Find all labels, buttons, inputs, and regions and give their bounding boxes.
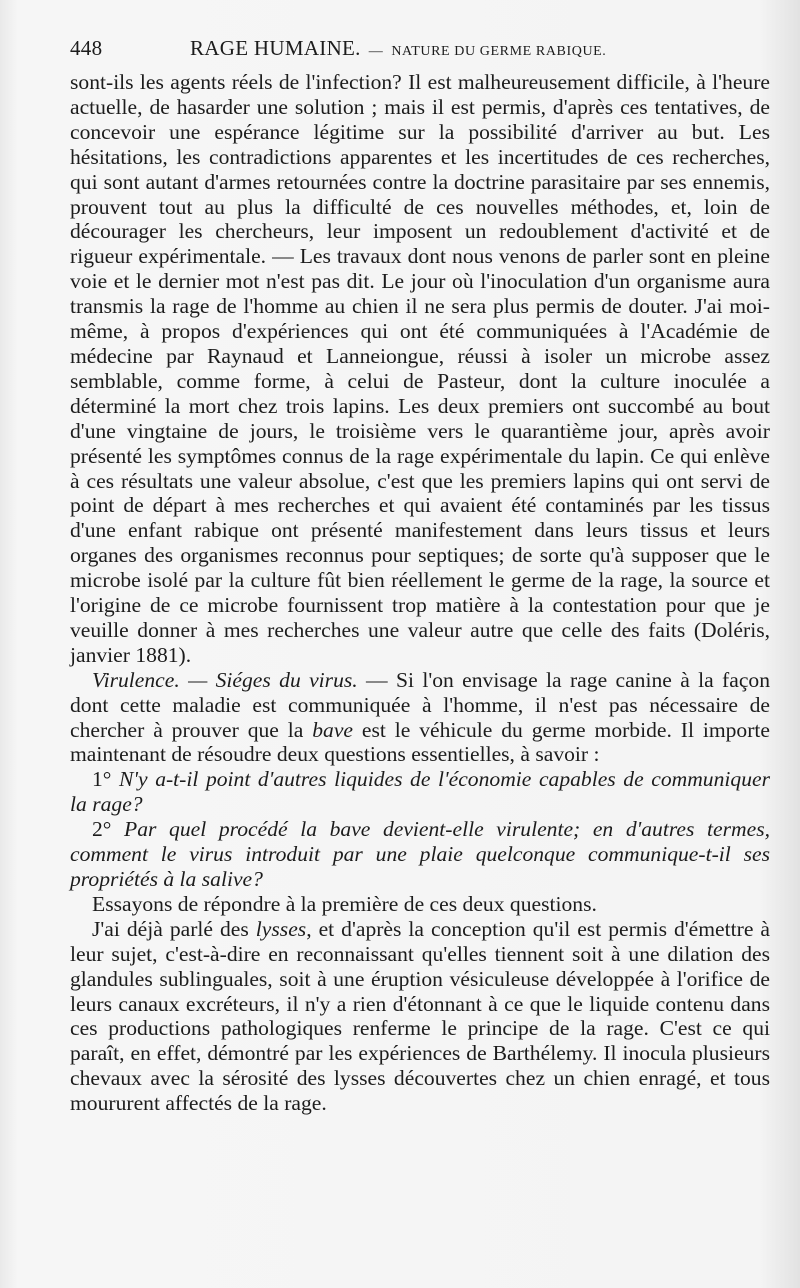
virulence-text-a: — Si l'on envisage la rage canine à la façon dont cette maladie est communiquée à l'homme, il n'est pas nécessaire de chercher à prouver que la [70,667,771,742]
paragraph-infection-agents: sont-ils les agents réels de l'infection? Il est malheureusement difficile, à l'heure actuelle, de hasarder une solution ; mais il est permis, d'après ces tentatives, de concevoir une espérance légitime sur la possibilité d'arriver au but. Les hésitations, les contradictions apparentes et les incertitudes de ces recherches, qui sont autant d'armes retournées contre la doctrine parasitaire par ses ennemis, prouvent tout au plus la difficulté de ces nouvelles méthodes, et, loin de décourager les chercheurs, leur imposent un redoublement d'activité et de rigueur expérimentale. — Les travaux dont nous venons de parler sont en pleine voie et le dernier mot n'est pas dit. Le jour où l'inoculation d'un organisme aura transmis la rage de l'homme au chien il ne sera plus permis de douter. J'ai moi-même, à propos d'expériences qui ont été communiquées à l'Académie de médecine par Raynaud et Lanneiongue, réussi à isoler un microbe assez semblable, comme forme, à celui de Pasteur, dont la culture inoculée a déterminé la mort chez trois lapins. Les deux premiers ont succombé au bout d'une vingtaine de jours, le troisième vers le quarantième jour, après avoir présenté les symptômes connus de la rage expérimentale du lapin. Ce qui enlève à ces résultats une valeur absolue, c'est que les premiers lapins qui ont servi de point de départ à mes recherches et qui avaient été contaminés par les tissus d'une enfant rabique ont présenté manifestement dans leurs tissus et leurs organes des organismes reconnus pour septiques; de sorte qu'à supposer que le microbe isolé par la culture fût bien réellement le germe de la rage, la source et l'origine de ce microbe fournissent trop matière à la contestation pour que je veuille donner à mes recherches une valeur autre que celle des faits (Doléris, janvier 1881). [70,70,770,667]
paragraph-first-question: Essayons de répondre à la première de ces deux questions. [92,891,597,916]
lysses-text-a: J'ai déjà parlé des [92,916,256,941]
running-separator: — [368,44,384,59]
lysses-text-b: , et d'après la conception qu'il est permis d'émettre à leur sujet, c'est-à-dire en reconnaissant qu'elles tiennent soit à une dilation des glandules sublinguales, soit à une éruption vésiculeuse développée à l'orifice de leurs canaux excréteurs, il n'y a rien d'étonnant à ce que le liquide contenu dans ces productions pathologiques renferme le principe de la rage. C'est ce qui paraît, en effet, démontré par les expériences de Barthélemy. Il inocula plusieurs chevaux avec la sérosité des lysses découvertes chez un chien enragé, et tous moururent affectés de la rage. [70,916,770,1116]
running-subtitle: NATURE DU GERME RABIQUE. [391,44,607,59]
virulence-text-b: est le véhicule du germe morbide. Il importe maintenant de résoudre deux questions essentielles, à savoir : [70,717,770,767]
question-1 [70,767,770,817]
section-heading-virulence: Virulence. — Siéges du virus. [92,667,358,692]
question-2-text: Par quel procédé la bave devient-elle virulente; en d'autres termes, comment le virus introduit par une plaie quelconque communique-t-il ses propriétés à la salive? [70,817,770,891]
question-1-number: 1° [92,767,112,792]
page-number: 448 [70,36,103,60]
virulence-italic-bave: bave [312,717,353,742]
question-2-number: 2° [92,817,112,842]
body-text [70,70,770,1116]
running-head [70,36,770,70]
paragraph-lysses [70,917,770,1116]
lysses-italic-word: lysses [255,916,307,941]
question-2 [70,817,770,892]
paragraph-virulence [70,668,770,768]
question-1-text: N'y a-t-il point d'autres liquides de l'économie capables de communiquer la rage? [70,767,770,817]
running-title: RAGE HUMAINE. [190,36,361,60]
